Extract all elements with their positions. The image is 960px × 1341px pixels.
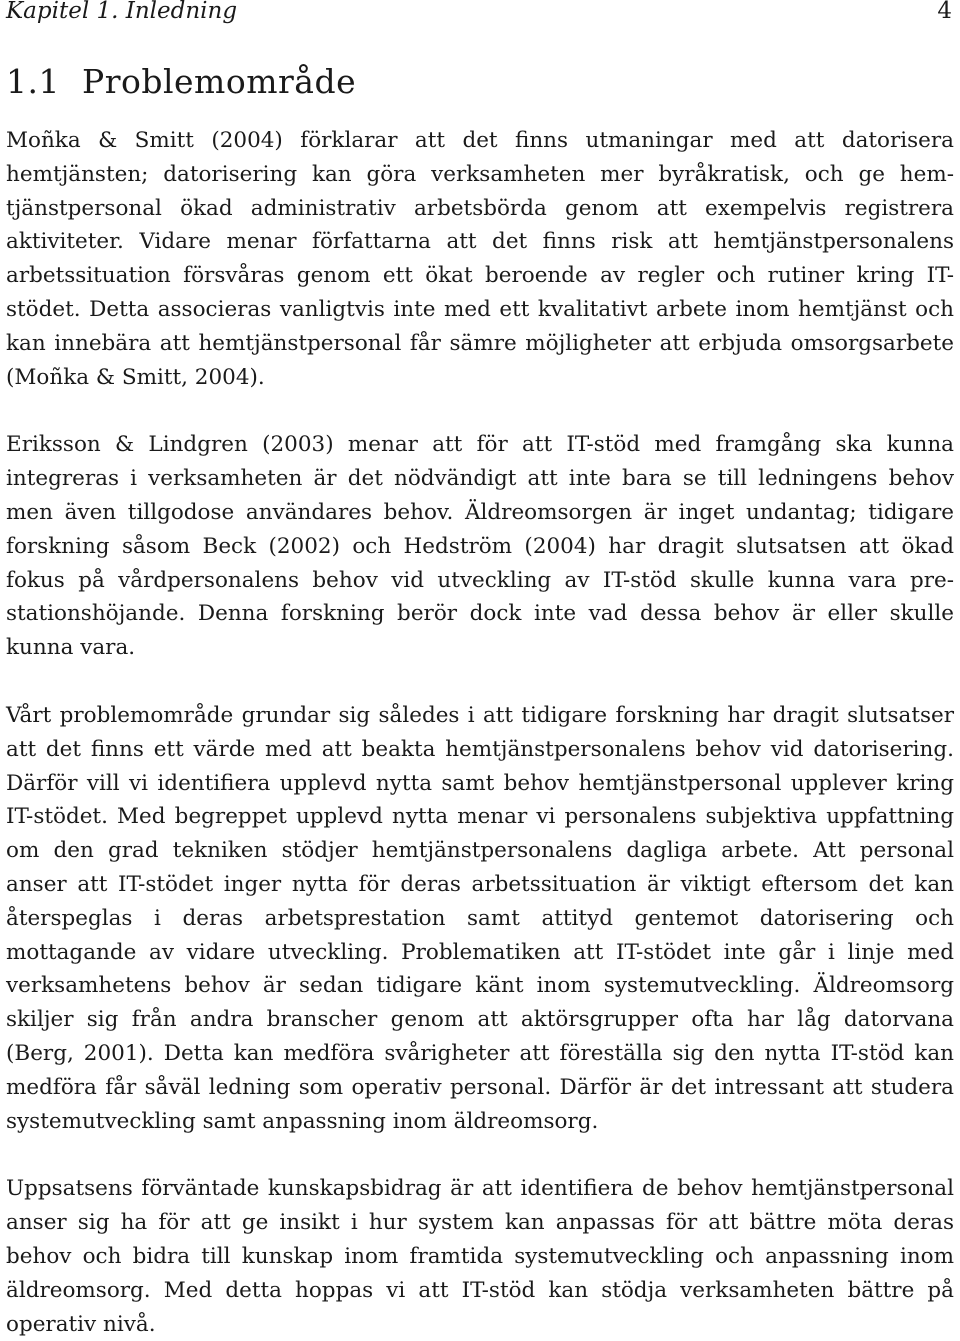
section-heading xyxy=(6,62,954,102)
document-page xyxy=(6,0,954,1341)
section-title: Problemområde xyxy=(81,62,357,101)
paragraph-4: Uppsatsens förväntade kunskapsbidrag är att identifiera de behov hemtjänstpersonal anser sig ha för att ge insikt i hur system kan anpassas för att bättre möta deras behov och bidra till kunskap inom framtida systemutveckling och anpassning inom äldreomsorg. Med detta hoppas vi att IT-stöd kan stödja verksamheten bättre på operativ nivå. xyxy=(6,1176,954,1337)
paragraph-3: Vårt problemområde grundar sig således i att tidigare forskning har dragit slutsatser att det finns ett värde med att beakta hemtjänstpersonalens behov vid datorisering. Därför vill vi identifiera upplevd nytta samt behov hemtjänstpersonal upplever kring IT-stödet. Med begreppet upplevd nytta menar vi personalens subjektiva uppfattning om den grad tekniken stödjer hemtjänstpersonalens dagliga arbete. Att personal anser att IT-stödet inger nytta för deras arbetssituation är viktigt eftersom det kan återspeglas i deras arbetsprestation samt attityd gentemot datorisering och mottagande av vidare utveckling. Problematiken att IT-stödet inte går i linje med verksamhetens behov är sedan tidigare känt inom systemutveckling. Äldreomsorg skiljer sig från andra branscher genom att aktörsgrupper ofta har låg datorvana (Berg, 2001). Detta kan medföra svårigheter att föreställa sig den nytta IT-stöd kan medföra får såväl ledning som operativ personal. Därför är det intressant att studera systemutveckling samt anpassning inom äldreomsorg. xyxy=(6,702,954,1134)
paragraph-1: Moñka & Smitt (2004) förklarar att det finns utmaningar med att datorisera hemtjänsten; datorisering kan göra verksamheten mer byråkratisk, och ge hemtjänstpersonal ökad administrativ arbetsbörda genom att exempelvis registrera aktiviteter. Vidare menar författarna att det finns risk att hemtjänstpersonalens arbetssituation försvåras genom ett ökat beroende av regler och rutiner kring IT-stödet. Detta associeras vanligtvis inte med ett kvalitativt arbete inom hemtjänst och kan innebära att hemtjänstpersonal får sämre möjligheter att erbjuda omsorgsarbete (Moñka & Smitt, 2004). xyxy=(6,128,954,390)
page-number: 4 xyxy=(937,0,952,24)
section-number: 1.1 xyxy=(6,62,60,101)
chapter-title: Kapitel 1. Inledning xyxy=(6,0,238,24)
running-header xyxy=(6,0,954,26)
paragraph-2: Eriksson & Lindgren (2003) menar att för att IT-stöd med framgång ska kunna integreras i verksamheten är det nödvändigt att inte bara se till ledningens behov men även tillgodose användares behov. Äldreomsorgen är inget undantag; tidigare forskning såsom Beck (2002) och Hedström (2004) har dragit slutsatsen att ökad fokus på vårdpersonalens behov vid utveckling av IT-stöd skulle kunna vara prestationshöjande. Denna forskning berör dock inte vad dessa behov är eller skulle kunna vara. xyxy=(6,432,954,661)
